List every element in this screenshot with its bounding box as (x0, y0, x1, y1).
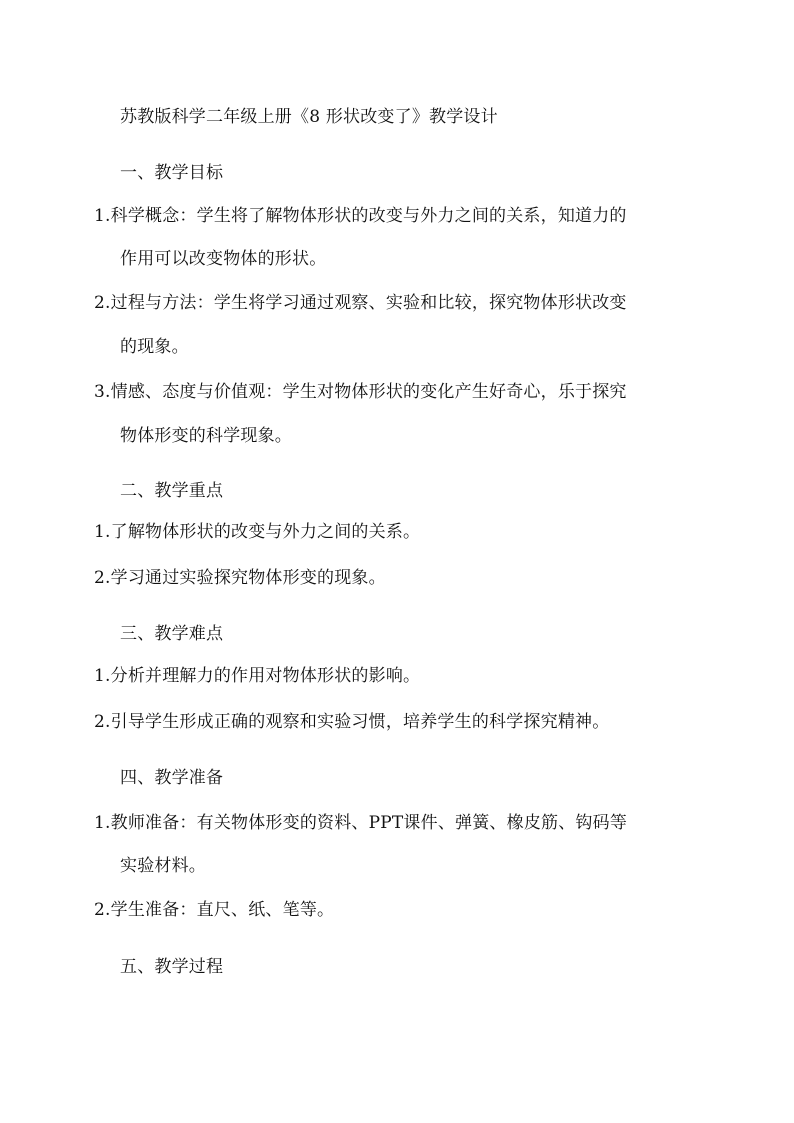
section-heading-difficulties: 三、教学难点 (120, 624, 224, 644)
key-point-item-2: 2.学习通过实验探究物体形变的现象。 (94, 568, 386, 588)
document-title: 苏教版科学二年级上册《8 形状改变了》教学设计 (120, 107, 498, 127)
section-heading-key-points: 二、教学重点 (120, 481, 224, 501)
objective-item-3-line-1: 3.情感、态度与价值观：学生对物体形状的变化产生好奇心，乐于探究 (94, 382, 627, 402)
section-heading-preparation: 四、教学准备 (120, 768, 224, 788)
preparation-item-1-line-1: 1.教师准备：有关物体形变的资料、PPT课件、弹簧、橡皮筋、钩码等 (94, 813, 628, 833)
objective-item-1-line-1: 1.科学概念：学生将了解物体形状的改变与外力之间的关系，知道力的 (94, 206, 627, 226)
preparation-item-2: 2.学生准备：直尺、纸、笔等。 (94, 900, 335, 920)
objective-item-3-line-2: 物体形变的科学现象。 (120, 426, 292, 446)
key-point-item-1: 1.了解物体形状的改变与外力之间的关系。 (94, 522, 421, 542)
objective-item-1-line-2: 作用可以改变物体的形状。 (120, 249, 327, 269)
objective-item-2-line-2: 的现象。 (120, 337, 189, 357)
section-heading-objectives: 一、教学目标 (120, 163, 224, 183)
difficulty-item-2: 2.引导学生形成正确的观察和实验习惯，培养学生的科学探究精神。 (94, 712, 610, 732)
preparation-item-1-line-2: 实验材料。 (120, 856, 206, 876)
section-heading-process: 五、教学过程 (120, 957, 224, 977)
objective-item-2-line-1: 2.过程与方法：学生将学习通过观察、实验和比较，探究物体形状改变 (94, 293, 627, 313)
difficulty-item-1: 1.分析并理解力的作用对物体形状的影响。 (94, 666, 421, 686)
